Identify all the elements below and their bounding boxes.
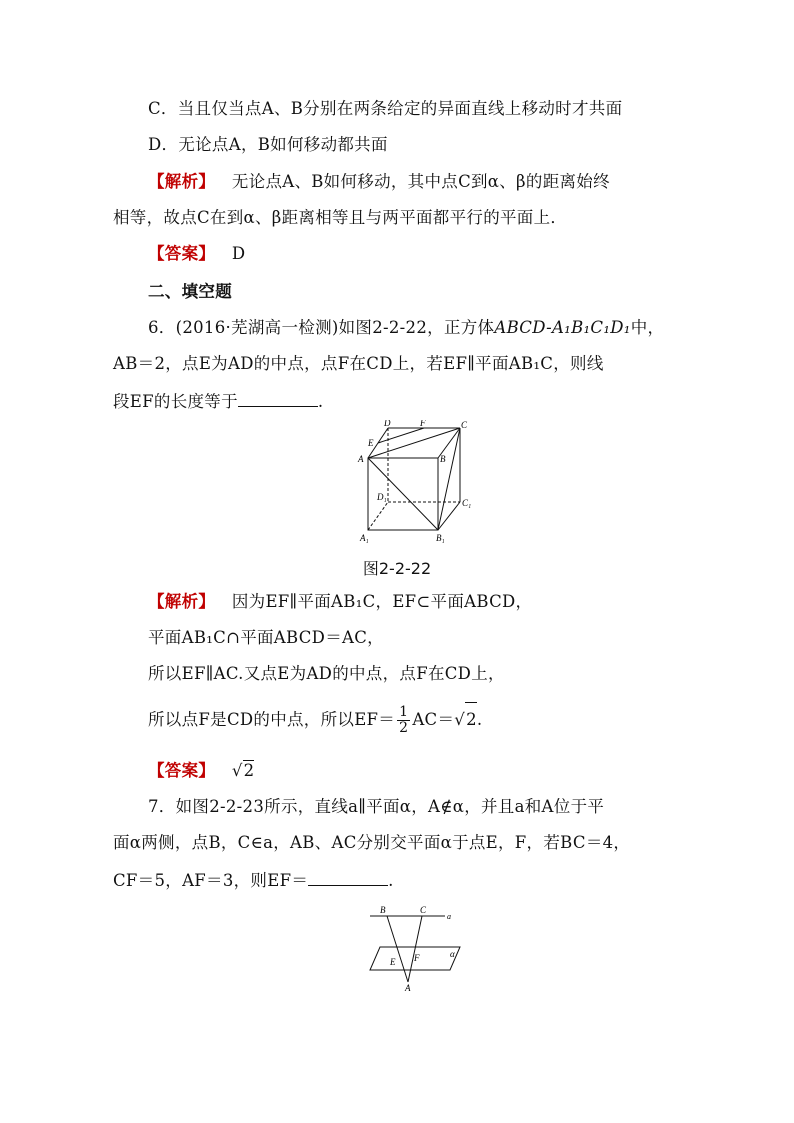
q6-cube-name: ABCD-A₁B₁C₁D₁	[494, 318, 631, 337]
q7-line3	[113, 869, 394, 891]
q6-answer-value: 2	[243, 761, 255, 780]
label-c: C	[420, 905, 427, 915]
q5-analysis-line2: 相等，故点C在到α、β距离相等且与两平面都平行的平面上．	[113, 208, 568, 227]
label-a: A	[405, 983, 411, 992]
q6-line3-text: 段EF的长度等于	[113, 392, 238, 411]
q5-analysis-text1: 无论点A、B如何移动，其中点C到α、β的距离始终	[231, 172, 610, 191]
q5-answer	[148, 244, 245, 264]
q7-line3-text: CF＝5，AF＝3，则EF＝	[113, 871, 309, 890]
analysis-tag: 【解析】	[148, 592, 216, 611]
label-a1: A₁	[360, 533, 369, 543]
q6-sol4: 所以点F是CD的中点，所以EF＝ $\frac{1}{2}$ AC＝√2.	[148, 704, 483, 736]
q6-line1	[148, 318, 664, 338]
q6-answer: 【答案】 √2	[148, 761, 255, 780]
label-b: B	[380, 905, 386, 915]
label-c: C	[461, 420, 468, 430]
q6-sol4-prefix: 所以点F是CD的中点，所以EF＝	[148, 710, 396, 729]
figure-caption: 图2-2-22	[362, 559, 432, 578]
option-d: D．无论点A，B如何移动都共面	[148, 135, 388, 154]
frac-den: 2	[399, 720, 409, 736]
q6-analysis-line1	[148, 592, 532, 612]
q6-line3-end: .	[317, 392, 324, 411]
label-f: F	[420, 420, 426, 428]
q6-line3	[113, 390, 323, 412]
q6-line1-suffix: 中，	[630, 318, 665, 337]
fraction-half	[397, 705, 410, 736]
plane-figure	[360, 902, 470, 992]
q6-line1-prefix: 6．(2016·芜湖高一检测)如图2-2-22，正方体	[148, 318, 495, 337]
option-c: C．当且仅当点A、B分别在两条给定的异面直线上移动时才共面	[148, 99, 623, 118]
label-line-a: a	[447, 912, 451, 921]
q6-sol4-end: .	[476, 710, 483, 729]
sqrt-radicand: 2	[465, 702, 477, 737]
q7-line1: 7．如图2-2-23所示，直线a∥平面α，A∉α，并且a和A位于平	[148, 797, 605, 816]
label-b1: B₁	[436, 533, 445, 543]
q6-sol1: 因为EF∥平面AB₁C，EF⊂平面ABCD，	[231, 592, 533, 611]
q6-sol3: 所以EF∥AC.又点E为AD的中点，点F在CD上，	[148, 664, 505, 683]
q5-analysis-line1	[148, 172, 610, 192]
answer-tag: 【答案】	[148, 761, 216, 780]
q5-answer-value: D	[231, 244, 246, 263]
q7-line3-end: .	[388, 871, 394, 890]
answer-tag: 【答案】	[148, 244, 216, 263]
cube-figure	[350, 420, 480, 545]
q6-line2: AB＝2，点E为AD的中点，点F在CD上，若EF∥平面AB₁C，则线	[113, 354, 604, 373]
label-d: D	[384, 420, 391, 428]
q6-sol2: 平面AB₁C∩平面ABCD＝AC，	[148, 628, 384, 647]
label-e: E	[390, 957, 396, 967]
q6-sol4-mid: AC＝	[412, 710, 455, 729]
analysis-tag: 【解析】	[148, 172, 216, 191]
q6-answer-blank[interactable]	[238, 390, 318, 407]
frac-num: 1	[399, 704, 409, 720]
label-f: F	[414, 953, 420, 963]
section-title: 二、填空题	[148, 282, 232, 301]
q7-answer-blank[interactable]	[308, 869, 388, 886]
label-e: E	[368, 438, 374, 448]
label-d1: D₁	[377, 492, 387, 502]
label-alpha: α	[450, 949, 455, 959]
q7-line2: 面α两侧，点B，C∈a，AB、AC分别交平面α于点E，F，若BC＝4，	[113, 833, 631, 852]
label-b: B	[440, 454, 446, 464]
label-a: A	[358, 454, 364, 464]
label-c1: C₁	[462, 498, 472, 508]
